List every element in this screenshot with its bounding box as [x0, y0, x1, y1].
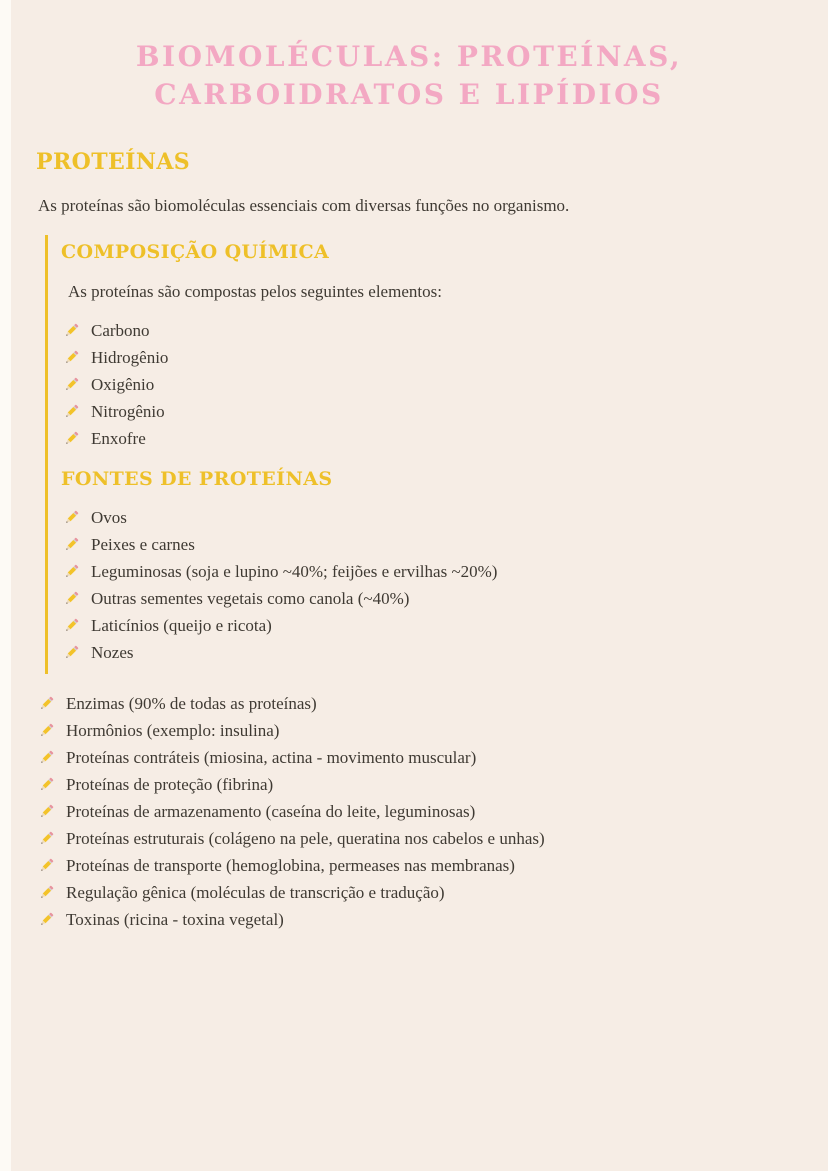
list-item-text: Peixes e carnes: [91, 535, 195, 555]
pencil-icon: [63, 536, 80, 553]
pencil-icon: [63, 509, 80, 526]
list-item: [38, 802, 782, 821]
list-item-text: Proteínas de transporte (hemoglobina, permeases nas membranas): [66, 856, 515, 876]
list-item: [63, 429, 782, 448]
pencil-icon: [38, 830, 55, 847]
list-item: [63, 321, 782, 340]
pencil-icon: [63, 644, 80, 661]
functions-list: [36, 694, 782, 929]
pencil-icon: [63, 349, 80, 366]
page-title-line-2: CARBOIDRATOS E LIPÍDIOS: [154, 77, 664, 111]
pencil-icon: [38, 884, 55, 901]
list-item: [63, 348, 782, 367]
list-item: [38, 694, 782, 713]
list-item: [63, 616, 782, 635]
list-item: [63, 402, 782, 421]
list-item: [63, 375, 782, 394]
proteins-intro-text: As proteínas são biomoléculas essenciais com diversas funções no organismo.: [38, 196, 570, 216]
highlighted-subsections-block: [45, 235, 782, 674]
list-item-text: Proteínas de armazenamento (caseína do leite, leguminosas): [66, 802, 476, 822]
pencil-icon: [63, 430, 80, 447]
list-item-text: Hidrogênio: [91, 348, 169, 368]
list-item: [38, 829, 782, 848]
pencil-icon: [63, 563, 80, 580]
pencil-icon: [38, 803, 55, 820]
section-heading-proteinas: PROTEÍNAS: [36, 149, 191, 176]
pencil-icon: [38, 749, 55, 766]
proteins-section: [36, 149, 782, 929]
pencil-icon: [63, 590, 80, 607]
list-item: [38, 883, 782, 902]
subsection-heading-fontes-de-proteinas: FONTES DE PROTEÍNAS: [61, 468, 333, 491]
list-item-text: Nitrogênio: [91, 402, 165, 422]
list-item: [38, 721, 782, 740]
pencil-icon: [38, 722, 55, 739]
list-item: [63, 643, 782, 662]
list-item: [38, 748, 782, 767]
pencil-icon: [38, 857, 55, 874]
list-item-text: Proteínas de proteção (fibrina): [66, 775, 274, 795]
list-item-text: Carbono: [91, 321, 150, 341]
list-item-text: Proteínas contráteis (miosina, actina - movimento muscular): [66, 748, 477, 768]
list-item-text: Outras sementes vegetais como canola (~40%): [91, 589, 410, 609]
list-item: [63, 508, 782, 527]
composition-intro-text: As proteínas são compostas pelos seguintes elementos:: [68, 282, 442, 302]
pencil-icon: [63, 617, 80, 634]
pencil-icon: [38, 911, 55, 928]
list-item-text: Oxigênio: [91, 375, 155, 395]
list-item: [63, 562, 782, 581]
list-item-text: Enxofre: [91, 429, 146, 449]
list-item-text: Laticínios (queijo e ricota): [91, 616, 272, 636]
pencil-icon: [63, 376, 80, 393]
list-item: [63, 589, 782, 608]
composition-list: [61, 321, 782, 448]
subsection-heading-composicao-quimica: COMPOSIÇÃO QUÍMICA: [61, 241, 330, 264]
list-item-text: Leguminosas (soja e lupino ~40%; feijões e ervilhas ~20%): [91, 562, 498, 582]
pencil-icon: [63, 322, 80, 339]
pencil-icon: [38, 776, 55, 793]
page-title: [36, 38, 782, 113]
pencil-icon: [63, 403, 80, 420]
list-item: [38, 910, 782, 929]
list-item-text: Regulação gênica (moléculas de transcrição e tradução): [66, 883, 445, 903]
list-item: [38, 775, 782, 794]
list-item-text: Toxinas (ricina - toxina vegetal): [66, 910, 284, 930]
sources-list: [61, 508, 782, 662]
list-item-text: Proteínas estruturais (colágeno na pele, queratina nos cabelos e unhas): [66, 829, 545, 849]
list-item: [63, 535, 782, 554]
pencil-icon: [38, 695, 55, 712]
page-title-line-1: BIOMOLÉCULAS: PROTEÍNAS,: [135, 40, 683, 73]
list-item-text: Hormônios (exemplo: insulina): [66, 721, 280, 741]
list-item-text: Enzimas (90% de todas as proteínas): [66, 694, 317, 714]
list-item: [38, 856, 782, 875]
list-item-text: Nozes: [91, 643, 134, 663]
list-item-text: Ovos: [91, 508, 127, 528]
